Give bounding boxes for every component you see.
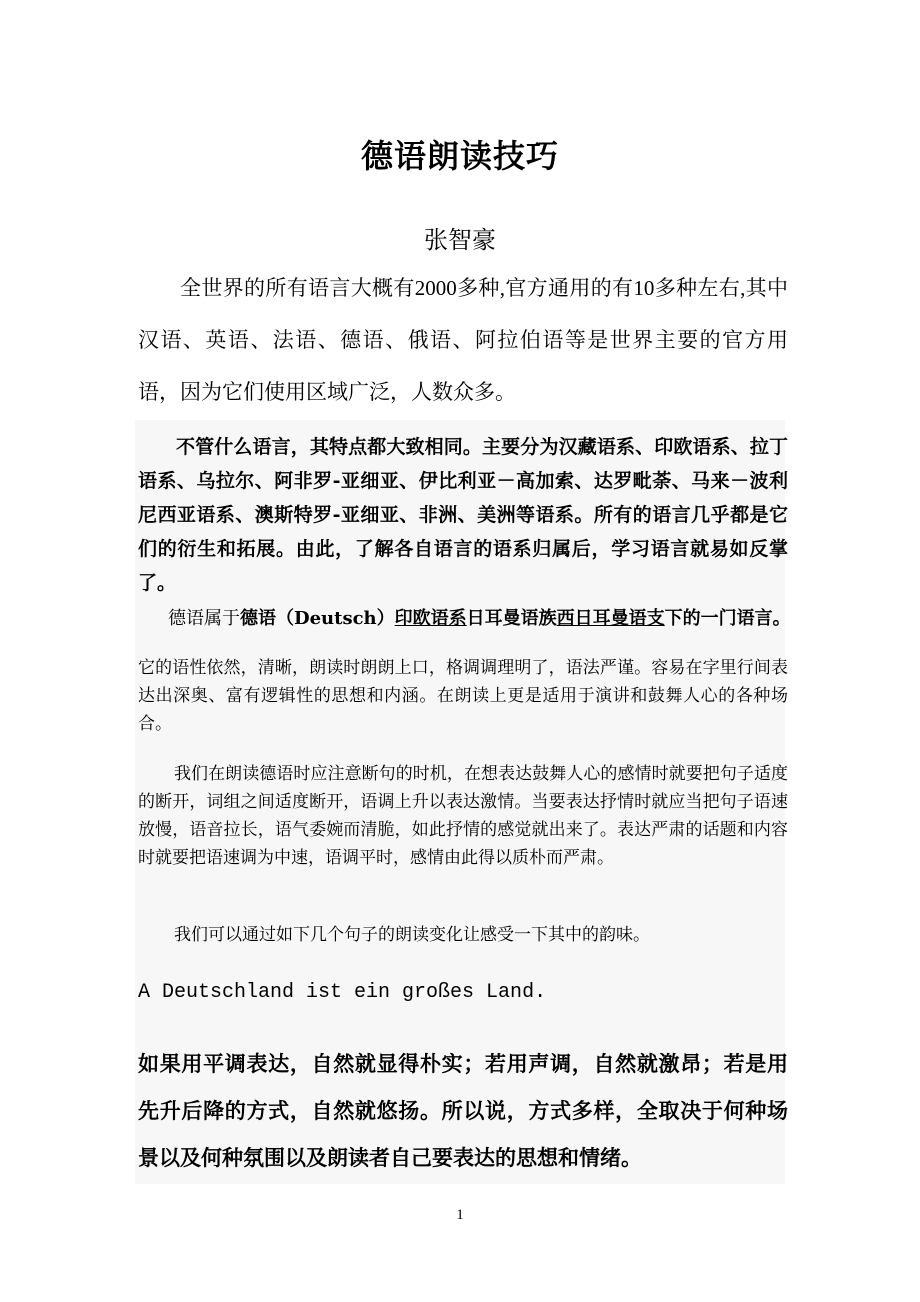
classification-text-1: 德语属于 <box>168 608 240 629</box>
indo-european-link[interactable]: 印欧语系 <box>394 608 467 629</box>
language-families-paragraph: 不管什么语言，其特点都大致相同。主要分为汉藏语系、印欧语系、拉丁语系、乌拉尔、阿非罗-亚细亚、伊比利亚－高加索、达罗毗荼、马来－波利尼西亚语系、澳斯特罗-亚细亚、非洲、美洲等语系。所有的语言几乎都是它们的衍生和拓展。由此，了解各自语言的语系归属后，学习语言就易如反掌了。 <box>138 436 788 594</box>
language-nature-paragraph: 它的语性依然，清晰，朗读时朗朗上口，格调调理明了，语法严谨。容易在字里行间表达出深奥、富有逻辑性的思想和内涵。在朗读上更是适用于演讲和鼓舞人心的各种场合。 <box>138 658 788 734</box>
west-germanic-link[interactable]: 西日耳曼语支 <box>556 608 665 629</box>
example-intro-paragraph: 我们可以通过如下几个句子的朗读变化让感受一下其中的韵味。 <box>174 925 650 945</box>
reading-pauses-paragraph: 我们在朗读德语时应注意断句的时机，在想表达鼓舞人心的感情时就要把句子适度的断开，词组之间适度断开，语调上升以表达激情。当要表达抒情时就应当把句子语速放慢，语音拉长，语气委婉而清脆，如此抒情的感觉就出来了。表达严肃的话题和内容时就要把语速调为中速，语调平时，感情由此得以质朴而严肃。 <box>138 764 788 868</box>
german-classification-paragraph <box>138 605 791 633</box>
classification-text-4: 日耳曼语族 <box>466 608 557 629</box>
document-title: 德语朗读技巧 <box>360 137 559 176</box>
page-number: 1 <box>456 1207 464 1223</box>
classification-text-2: 德语（Deutsch） <box>240 608 395 629</box>
intro-paragraph: 全世界的所有语言大概有2000多种,官方通用的有10多种左右,其中汉语、英语、法语、德语、俄语、阿拉伯语等是世界主要的官方用语，因为它们使用区域广泛，人数众多。 <box>138 276 788 404</box>
author-name: 张智豪 <box>424 226 496 254</box>
example-sentence: A Deutschland ist ein großes Land. <box>138 981 547 1004</box>
classification-text-6: 下的一门语言。 <box>664 608 791 629</box>
conclusion-paragraph: 如果用平调表达，自然就显得朴实；若用声调，自然就激昂；若是用先升后降的方式，自然就悠扬。所以说，方式多样，全取决于何种场景以及何种氛围以及朗读者自己要表达的思想和情绪。 <box>138 1051 788 1170</box>
